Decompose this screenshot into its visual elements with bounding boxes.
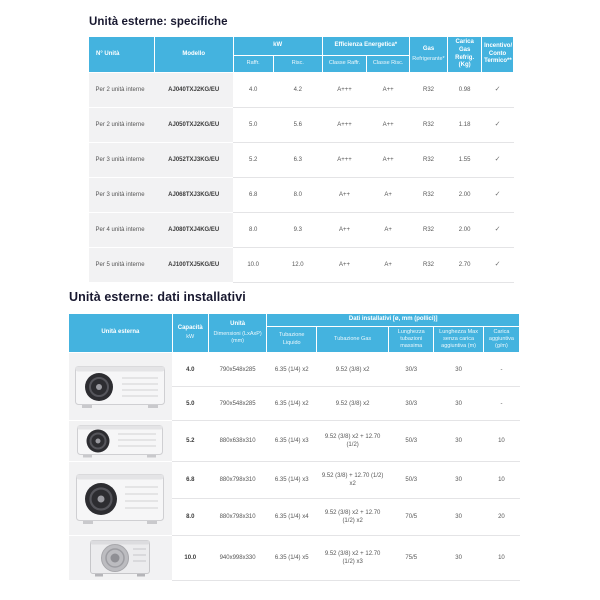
cell-n-unita: Per 2 unità interne — [89, 108, 155, 143]
cell-lunghezza: 30/3 — [389, 387, 434, 421]
cell-capacita: 8.0 — [172, 499, 208, 536]
outdoor-unit-image — [69, 536, 173, 581]
cell-carica: 2.70 — [448, 248, 482, 283]
incentivo-header-line2: Conto Termico** — [484, 50, 512, 65]
outdoor-unit-image — [69, 462, 173, 536]
cell-modello: AJ050TXJ2KG/EU — [154, 108, 233, 143]
cell-carica: 1.55 — [448, 143, 482, 178]
table-row — [89, 73, 514, 108]
table-row — [69, 536, 520, 581]
cell-classe-risc: A++ — [367, 143, 410, 178]
cell-kw-risc: 12.0 — [273, 248, 322, 283]
cell-dimensioni: 880x798x310 — [208, 462, 267, 499]
subcol-lunghezza-max: Lunghezza Max senza carica aggiuntiva (m) — [434, 326, 484, 352]
cell-classe-risc: A++ — [367, 108, 410, 143]
checkmark-icon: ✓ — [482, 143, 514, 178]
capacita-header-line2: kW — [186, 334, 195, 341]
cell-lunghezza: 70/5 — [389, 499, 434, 536]
cell-lunghezza: 30/3 — [389, 353, 434, 387]
subcol-raffr: Raffr. — [233, 55, 273, 73]
cell-gas: R32 — [409, 178, 447, 213]
cell-capacita: 6.8 — [172, 462, 208, 499]
cell-carica-aggiuntiva: - — [483, 353, 519, 387]
cell-kw-risc: 6.3 — [273, 143, 322, 178]
cell-kw-risc: 5.6 — [273, 108, 322, 143]
cell-dimensioni: 790x548x285 — [208, 387, 267, 421]
cell-classe-raffr: A+++ — [322, 73, 367, 108]
cell-kw-risc: 8.0 — [273, 178, 322, 213]
cell-kw-raffr: 10.0 — [233, 248, 273, 283]
cell-classe-raffr: A++ — [322, 248, 367, 283]
carica-header-line1: Carica Gas — [455, 39, 474, 53]
subcol-classe-raffr: Classe Raffr. — [322, 55, 367, 73]
cell-dimensioni: 880x638x310 — [208, 421, 267, 462]
cell-modello: AJ080TXJ4KG/EU — [154, 213, 233, 248]
cell-carica-aggiuntiva: 10 — [483, 536, 519, 581]
cell-tubazione-gas: 9.52 (3/8) + 12.70 (1/2) x2 — [317, 462, 389, 499]
cell-n-unita: Per 4 unità interne — [89, 213, 155, 248]
checkmark-icon: ✓ — [482, 178, 514, 213]
table-row — [89, 108, 514, 143]
col-header-capacita — [172, 314, 208, 353]
cell-carica: 1.18 — [448, 108, 482, 143]
cell-dimensioni: 880x798x310 — [208, 499, 267, 536]
cell-carica-aggiuntiva: - — [483, 387, 519, 421]
cell-kw-raffr: 6.8 — [233, 178, 273, 213]
cell-modello: AJ100TXJ5KG/EU — [154, 248, 233, 283]
cell-lunghezza: 50/3 — [389, 421, 434, 462]
subcol-tubazione-liquido: Tubazione Liquido — [267, 326, 317, 352]
cell-gas: R32 — [409, 248, 447, 283]
cell-lunghezza-max: 30 — [434, 499, 484, 536]
cell-carica: 2.00 — [448, 213, 482, 248]
checkmark-icon: ✓ — [482, 248, 514, 283]
table2-title: Unità esterne: dati installativi — [69, 290, 246, 304]
cell-classe-risc: A++ — [367, 73, 410, 108]
cell-lunghezza-max: 30 — [434, 387, 484, 421]
cell-carica-aggiuntiva: 10 — [483, 421, 519, 462]
cell-lunghezza-max: 30 — [434, 536, 484, 581]
table-specifiche — [88, 36, 514, 283]
cell-classe-risc: A+ — [367, 213, 410, 248]
cell-gas: R32 — [409, 73, 447, 108]
col-header-n-unita: N° Unità — [89, 37, 155, 73]
outdoor-unit-image — [69, 421, 173, 462]
cell-lunghezza-max: 30 — [434, 353, 484, 387]
col-header-modello: Modello — [154, 37, 233, 73]
cell-tubazione-liquido: 6.35 (1/4) x2 — [267, 353, 317, 387]
cell-n-unita: Per 2 unità interne — [89, 73, 155, 108]
cell-classe-risc: A+ — [367, 248, 410, 283]
cell-dimensioni: 790x548x285 — [208, 353, 267, 387]
col-header-unita-dimensioni — [208, 314, 267, 353]
cell-lunghezza-max: 30 — [434, 421, 484, 462]
cell-kw-raffr: 5.0 — [233, 108, 273, 143]
cell-lunghezza-max: 30 — [434, 462, 484, 499]
cell-capacita: 5.2 — [172, 421, 208, 462]
cell-kw-raffr: 4.0 — [233, 73, 273, 108]
section-specifiche — [88, 16, 514, 283]
table-row — [89, 213, 514, 248]
cell-kw-risc: 4.2 — [273, 73, 322, 108]
unita-header-line2: Dimensioni (LxAxP) (mm) — [213, 330, 262, 344]
subcol-risc: Risc. — [273, 55, 322, 73]
checkmark-icon: ✓ — [482, 213, 514, 248]
table-row — [69, 353, 520, 387]
cell-kw-risc: 9.3 — [273, 213, 322, 248]
cell-classe-raffr: A++ — [322, 178, 367, 213]
cell-tubazione-liquido: 6.35 (1/4) x3 — [267, 462, 317, 499]
cell-gas: R32 — [409, 108, 447, 143]
col-group-efficienza: Efficienza Energetica* — [322, 37, 409, 56]
cell-kw-raffr: 8.0 — [233, 213, 273, 248]
cell-kw-raffr: 5.2 — [233, 143, 273, 178]
gas-header-line1: Gas — [422, 46, 435, 53]
cell-tubazione-liquido: 6.35 (1/4) x5 — [267, 536, 317, 581]
cell-carica: 0.98 — [448, 73, 482, 108]
table-dati-installativi — [68, 313, 520, 581]
cell-capacita: 10.0 — [172, 536, 208, 581]
table-row — [69, 421, 520, 462]
unita-header-line1: Unità — [230, 321, 246, 328]
table1-title: Unità esterne: specifiche — [89, 16, 228, 28]
cell-tubazione-gas: 9.52 (3/8) x2 + 12.70 (1/2) — [317, 421, 389, 462]
col-group-dati-installativi: Dati installativi [ø, mm (pollici)] — [267, 314, 520, 327]
cell-capacita: 4.0 — [172, 353, 208, 387]
checkmark-icon: ✓ — [482, 73, 514, 108]
cell-modello: AJ068TXJ3KG/EU — [154, 178, 233, 213]
capacita-header-line1: Capacità — [177, 324, 203, 331]
carica-header-line2: Refrig. (Kg) — [455, 54, 475, 69]
col-header-gas — [409, 37, 447, 73]
cell-classe-raffr: A++ — [322, 213, 367, 248]
cell-tubazione-gas: 9.52 (3/8) x2 + 12.70 (1/2) x2 — [317, 499, 389, 536]
cell-tubazione-liquido: 6.35 (1/4) x3 — [267, 421, 317, 462]
cell-n-unita: Per 3 unità interne — [89, 178, 155, 213]
table-row — [89, 248, 514, 283]
incentivo-header-line1: Incentivo/ — [484, 42, 513, 49]
cell-carica: 2.00 — [448, 178, 482, 213]
cell-tubazione-gas: 9.52 (3/8) x2 + 12.70 (1/2) x3 — [317, 536, 389, 581]
cell-modello: AJ040TXJ2KG/EU — [154, 73, 233, 108]
cell-n-unita: Per 5 unità interne — [89, 248, 155, 283]
cell-tubazione-liquido: 6.35 (1/4) x2 — [267, 387, 317, 421]
outdoor-unit-image — [69, 353, 173, 421]
table-row — [69, 462, 520, 499]
checkmark-icon: ✓ — [482, 108, 514, 143]
table-row — [89, 143, 514, 178]
col-group-kw: kW — [233, 37, 322, 56]
col-header-unita-esterna: Unità esterna — [69, 314, 173, 353]
col-header-incentivo — [482, 37, 514, 73]
subcol-classe-risc: Classe Risc. — [367, 55, 410, 73]
cell-n-unita: Per 3 unità interne — [89, 143, 155, 178]
subcol-tubazione-gas: Tubazione Gas — [317, 326, 389, 352]
cell-dimensioni: 940x998x330 — [208, 536, 267, 581]
cell-tubazione-gas: 9.52 (3/8) x2 — [317, 353, 389, 387]
cell-gas: R32 — [409, 143, 447, 178]
cell-lunghezza: 50/3 — [389, 462, 434, 499]
cell-lunghezza: 75/5 — [389, 536, 434, 581]
cell-classe-raffr: A+++ — [322, 143, 367, 178]
cell-capacita: 5.0 — [172, 387, 208, 421]
gas-header-line2: Refrigerante* — [412, 55, 445, 62]
cell-modello: AJ052TXJ3KG/EU — [154, 143, 233, 178]
cell-tubazione-gas: 9.52 (3/8) x2 — [317, 387, 389, 421]
cell-classe-risc: A+ — [367, 178, 410, 213]
col-header-carica-gas — [448, 37, 482, 73]
table-row — [89, 178, 514, 213]
cell-classe-raffr: A+++ — [322, 108, 367, 143]
cell-gas: R32 — [409, 213, 447, 248]
cell-tubazione-liquido: 6.35 (1/4) x4 — [267, 499, 317, 536]
cell-carica-aggiuntiva: 10 — [483, 462, 519, 499]
subcol-lunghezza-tubazioni: Lunghezza tubazioni massima — [389, 326, 434, 352]
subcol-carica-aggiuntiva: Carica aggiuntiva (g/m) — [483, 326, 519, 352]
cell-carica-aggiuntiva: 20 — [483, 499, 519, 536]
section-dati-installativi — [68, 290, 520, 581]
